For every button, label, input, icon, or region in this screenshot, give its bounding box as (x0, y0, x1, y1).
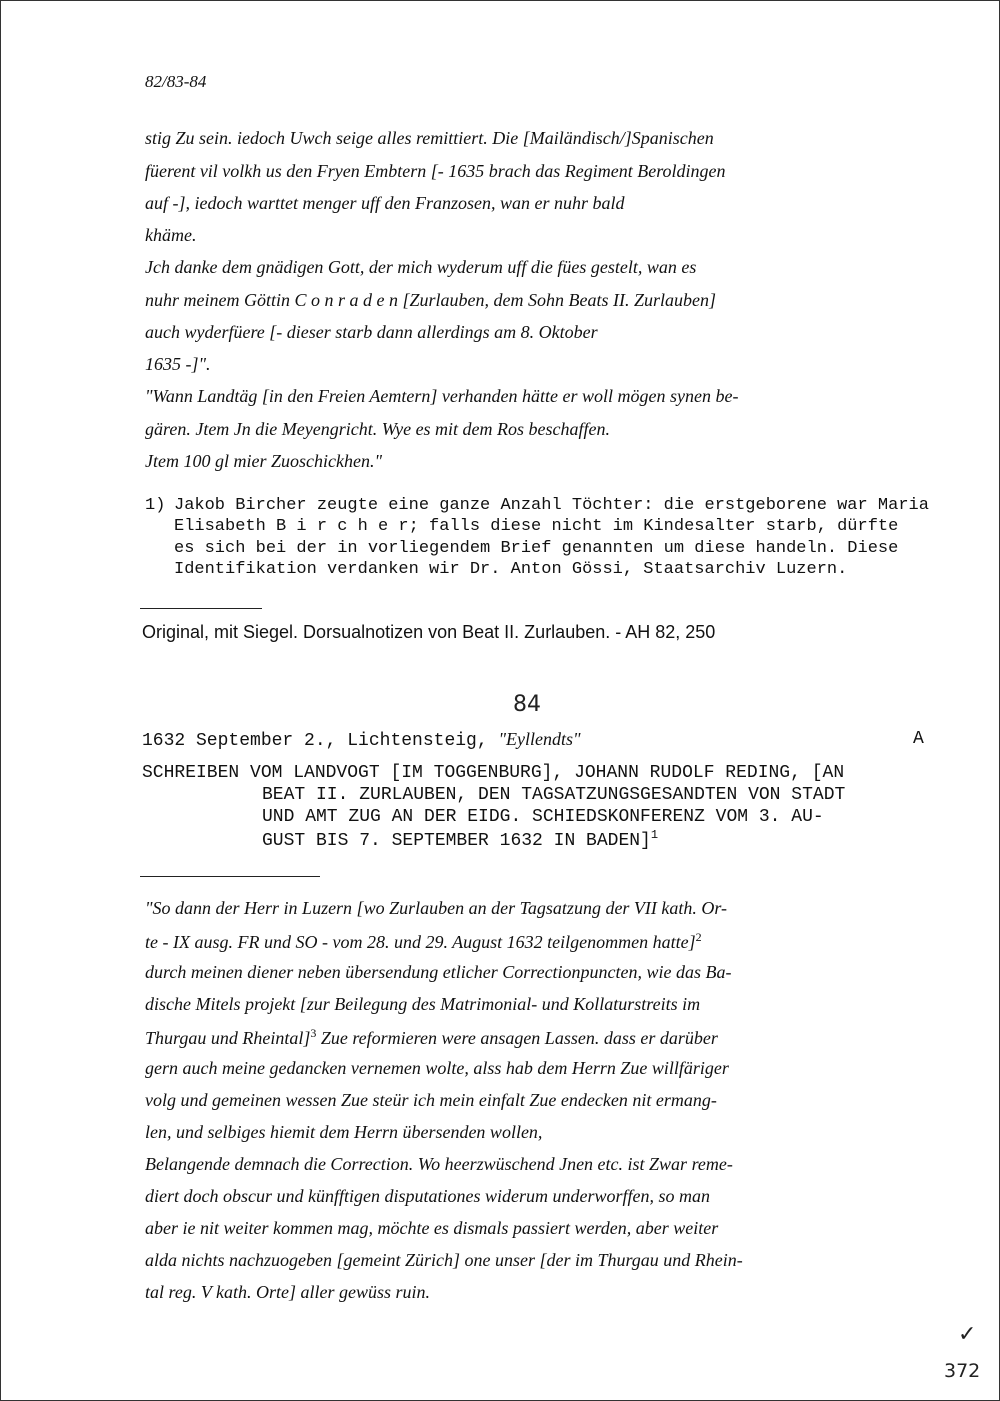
check-mark-icon: ✓ (958, 1322, 977, 1347)
text-line: auch wyderfüere [- dieser starb dann allerdings am 8. Oktober (145, 322, 598, 342)
text-line: dische Mitels projekt [zur Beilegung des Matrimonial- und Kollaturstreits im (145, 994, 701, 1014)
urgency-note: "Eyllendts" (498, 729, 581, 749)
text-line: diert doch obscur und künfftigen disputationes widerum underworffen, so man (145, 1186, 710, 1206)
text-line: Jtem 100 gl mier Zuoschickhen." (145, 451, 383, 471)
footnote-ref: 1 (650, 828, 659, 842)
text-line: alda nichts nachzuogeben [gemeint Zürich] one unser [der im Thurgau und Rhein- (145, 1250, 743, 1270)
source-note: Original, mit Siegel. Dorsualnotizen von Beat II. Zurlauben. - AH 82, 250 (142, 622, 716, 642)
text-line: Jch danke dem gnädigen Gott, der mich wyderum uff die fües gestelt, wan es (145, 257, 697, 277)
footnote-ref: 3 (310, 1026, 317, 1040)
text-line: aber ie nit weiter kommen mag, möchte es dismals passiert werden, aber weiter (145, 1218, 719, 1238)
text-line: tal reg. V kath. Orte] aller gewüss ruin. (145, 1282, 430, 1302)
text-line-content: Zue reformieren were ansagen Lassen. dass er darüber (316, 1028, 718, 1048)
language-marker: A (913, 729, 924, 749)
text-line: gern auch meine gedancken vernemen wolte, alss hab dem Herrn Zue willfäriger (145, 1058, 729, 1078)
text-line: 1635 -]". (145, 354, 211, 374)
footnote-line: es sich bei der in vorliegendem Brief genannten um diese handeln. Diese (174, 539, 899, 558)
text-line: khäme. (145, 225, 197, 245)
text-line: "So dann der Herr in Luzern [wo Zurlauben an der Tagsatzung der VII kath. Or- (145, 898, 728, 918)
date-place (142, 729, 581, 751)
footnote-line: Elisabeth B i r c h e r; falls diese nicht im Kindesalter starb, dürfte (174, 517, 899, 536)
page-reference: 82/83-84 (145, 72, 207, 91)
text-line: füerent vil volkh us den Fryen Embtern [- 1635 brach das Regiment Beroldingen (145, 161, 726, 181)
text-line: gären. Jtem Jn die Meyengricht. Wye es mit dem Ros beschaffen. (145, 419, 611, 439)
footnote-line: Identifikation verdanken wir Dr. Anton Gössi, Staatsarchiv Luzern. (174, 560, 848, 579)
date-place-text: 1632 September 2., Lichtensteig, (142, 731, 499, 751)
text-line: len, und selbiges hiemit dem Herrn übersenden wollen, (145, 1122, 543, 1142)
text-line: Belangende demnach die Correction. Wo heerzwüschend Jnen etc. ist Zwar reme- (145, 1154, 733, 1174)
footnote-marker: 1) (145, 496, 166, 515)
archive-page-number: 372 (944, 1360, 981, 1382)
text-line: volg und gemeinen wessen Zue steür ich mein einfalt Zue endecken nit ermang- (145, 1090, 717, 1110)
text-line-content: Thurgau und Rheintal] (145, 1028, 311, 1048)
text-line: durch meinen diener neben übersendung etlicher Correctionpuncten, wie das Ba- (145, 962, 732, 982)
separator-rule (140, 876, 320, 877)
footnote-line: Jakob Bircher zeugte eine ganze Anzahl Töchter: die erstgeborene war Maria (174, 496, 929, 515)
summary-line: UND AMT ZUG AN DER EIDG. SCHIEDSKONFERENZ VOM 3. AU- (262, 807, 824, 827)
text-line: stig Zu sein. iedoch Uwch seige alles remittiert. Die [Mailändisch/]Spanischen (145, 128, 714, 148)
text-line: nuhr meinem Göttin C o n r a d e n [Zurlauben, dem Sohn Beats II. Zurlauben] (145, 290, 716, 310)
text-line (145, 1026, 718, 1049)
summary-line: BEAT II. ZURLAUBEN, DEN TAGSATZUNGSGESANDTEN VON STADT (262, 785, 846, 805)
text-line: auf -], iedoch warttet menger uff den Franzosen, wan er nuhr bald (145, 193, 625, 213)
summary-line (262, 828, 658, 851)
separator-rule (140, 608, 262, 609)
footnote-ref: 2 (695, 930, 702, 944)
summary-line: SCHREIBEN VOM LANDVOGT [IM TOGGENBURG], JOHANN RUDOLF REDING, [AN (142, 763, 845, 783)
document-number: 84 (513, 692, 541, 717)
text-line-content: te - IX ausg. FR und SO - vom 28. und 29. August 1632 teilgenommen hatte] (145, 932, 696, 952)
summary-line-text: GUST BIS 7. SEPTEMBER 1632 IN BADEN] (262, 831, 651, 851)
text-line (145, 930, 702, 953)
text-line: "Wann Landtäg [in den Freien Aemtern] verhanden hätte er woll mögen synen be- (145, 386, 739, 406)
